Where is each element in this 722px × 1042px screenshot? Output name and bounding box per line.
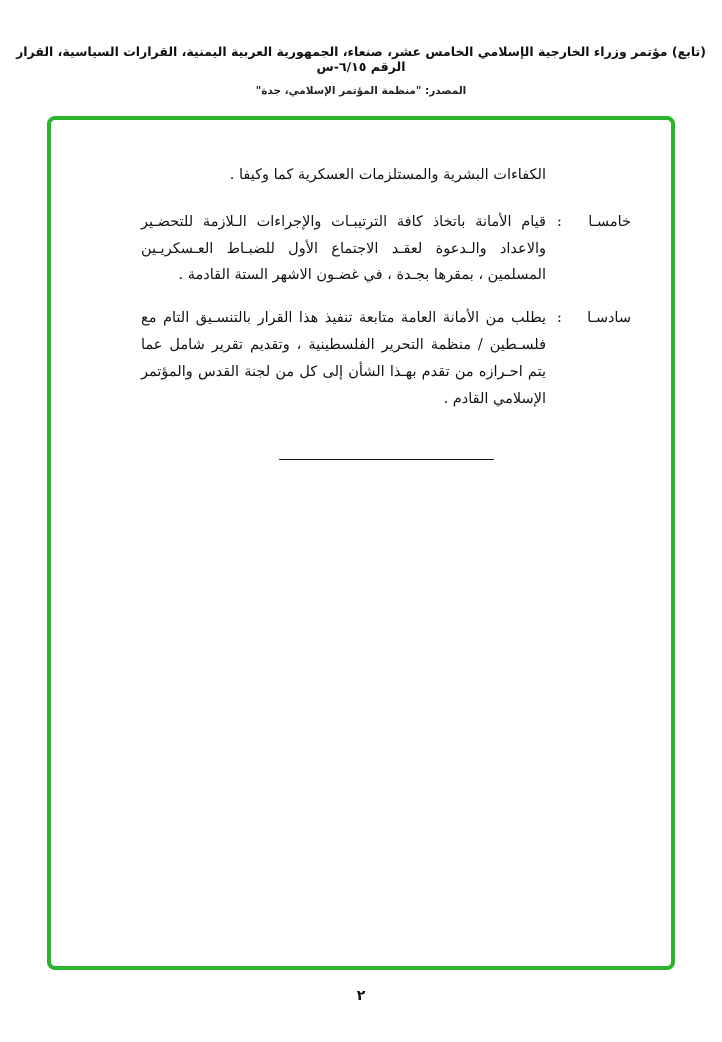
list-item-sixth — [141, 305, 631, 412]
item-text: يطلب من الأمانة العامة متابعة تنفيذ هذا القرار بالتنسـيق التام مع فلسـطين / منظمة التحرير الفلسطينية ، وتقديم تقرير شامل عما يتم احـرازه من تقدم بهـذا الشأن إلى كل من لجنة القدس والمؤتمر الإسلامي القادم . — [141, 310, 546, 407]
page-header — [0, 44, 722, 97]
section-divider — [279, 459, 494, 460]
list-item-fifth — [141, 209, 631, 289]
intro-paragraph: الكفاءات البشرية والمستلزمات العسكرية كما وكيفا . — [229, 167, 546, 183]
item-separator: : — [557, 213, 562, 230]
item-separator: : — [557, 310, 562, 327]
page-number: ٢ — [356, 988, 366, 1004]
header-title: (تابع) مؤتمر وزراء الخارجية الإسلامي الخامس عشر، صنعاء، الجمهورية العربية اليمنية، القرارات السياسية، القرار الرقم ٦/١٥-س — [16, 44, 706, 74]
item-text: قيام الأمانة باتخاذ كافة الترتيبـات والإجراءات الـلازمة للتحضـير والاعداد والـدعوة لعقـد الاجتماع الأول للضبـاط العـسكريـين المسلمين ، بمقرها بجـدة ، في غضـون الاشهر الستة القادمة . — [141, 213, 546, 284]
header-source: المصدر: "منظمة المؤتمر الإسلامي، جدة" — [255, 85, 467, 97]
document-body — [51, 120, 671, 460]
item-label: خامسـا — [588, 213, 631, 230]
item-label: سادسـا — [587, 310, 631, 327]
page-footer — [0, 985, 722, 1004]
document-frame — [47, 116, 675, 970]
